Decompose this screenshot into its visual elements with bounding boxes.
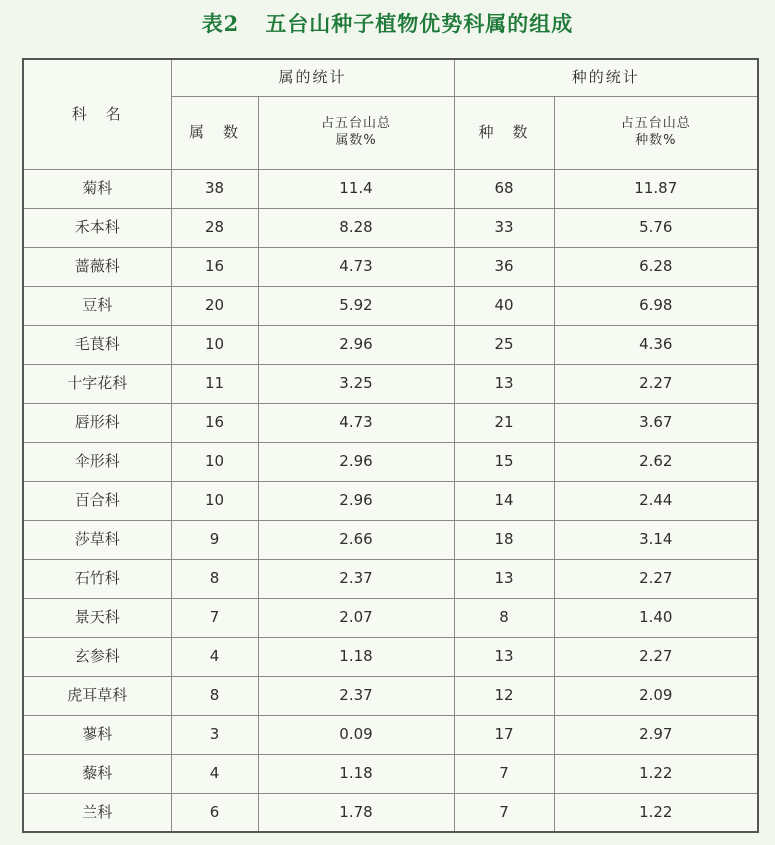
cell-species-percent: 3.67 — [554, 403, 758, 442]
cell-species-percent: 1.22 — [554, 754, 758, 793]
table-row — [23, 208, 758, 247]
cell-species-percent: 5.76 — [554, 208, 758, 247]
cell-genus-count: 3 — [171, 715, 258, 754]
cell-species-percent: 2.27 — [554, 559, 758, 598]
cell-genus-percent: 2.66 — [258, 520, 454, 559]
cell-species-count: 36 — [454, 247, 554, 286]
cell-genus-count: 38 — [171, 169, 258, 208]
cell-genus-percent: 2.96 — [258, 325, 454, 364]
table-row — [23, 715, 758, 754]
cell-genus-count: 7 — [171, 598, 258, 637]
cell-family: 虎耳草科 — [23, 676, 171, 715]
cell-genus-count: 8 — [171, 676, 258, 715]
cell-genus-count: 10 — [171, 325, 258, 364]
cell-genus-percent: 1.78 — [258, 793, 454, 832]
header-genus-stats: 属的统计 — [171, 59, 454, 96]
table-row — [23, 676, 758, 715]
cell-genus-count: 16 — [171, 403, 258, 442]
cell-family: 十字花科 — [23, 364, 171, 403]
cell-genus-count: 6 — [171, 793, 258, 832]
table-row — [23, 325, 758, 364]
cell-family: 唇形科 — [23, 403, 171, 442]
cell-family: 伞形科 — [23, 442, 171, 481]
cell-family: 石竹科 — [23, 559, 171, 598]
cell-genus-count: 16 — [171, 247, 258, 286]
cell-species-percent: 6.28 — [554, 247, 758, 286]
cell-family: 莎草科 — [23, 520, 171, 559]
cell-genus-percent: 1.18 — [258, 637, 454, 676]
cell-species-percent: 2.44 — [554, 481, 758, 520]
table-row — [23, 559, 758, 598]
cell-family: 菊科 — [23, 169, 171, 208]
cell-genus-percent: 1.18 — [258, 754, 454, 793]
header-genus-count: 属 数 — [171, 96, 258, 169]
cell-family: 百合科 — [23, 481, 171, 520]
table-row — [23, 169, 758, 208]
cell-species-count: 40 — [454, 286, 554, 325]
cell-species-count: 12 — [454, 676, 554, 715]
cell-family: 蓼科 — [23, 715, 171, 754]
cell-genus-count: 4 — [171, 754, 258, 793]
cell-species-percent: 2.27 — [554, 637, 758, 676]
table-row — [23, 754, 758, 793]
header-species-stats: 种的统计 — [454, 59, 758, 96]
cell-species-count: 8 — [454, 598, 554, 637]
cell-family: 兰科 — [23, 793, 171, 832]
cell-genus-percent: 8.28 — [258, 208, 454, 247]
cell-genus-percent: 2.96 — [258, 442, 454, 481]
header-genus-percent — [258, 96, 454, 169]
cell-species-percent: 11.87 — [554, 169, 758, 208]
table-row — [23, 286, 758, 325]
table-row — [23, 598, 758, 637]
table-row — [23, 520, 758, 559]
cell-genus-percent: 2.07 — [258, 598, 454, 637]
cell-genus-count: 4 — [171, 637, 258, 676]
cell-family: 毛茛科 — [23, 325, 171, 364]
table-caption — [0, 8, 775, 38]
cell-genus-count: 20 — [171, 286, 258, 325]
cell-species-count: 15 — [454, 442, 554, 481]
cell-species-count: 13 — [454, 637, 554, 676]
dominant-families-table — [22, 58, 759, 833]
cell-species-count: 14 — [454, 481, 554, 520]
table-title: 五台山种子植物优势科属的组成 — [265, 11, 574, 36]
cell-species-count: 13 — [454, 364, 554, 403]
cell-species-count: 33 — [454, 208, 554, 247]
cell-genus-percent: 11.4 — [258, 169, 454, 208]
cell-genus-percent: 2.37 — [258, 676, 454, 715]
header-genus-percent-line1: 占五台山总 — [321, 115, 392, 131]
header-species-percent-line2: 种数% — [635, 132, 677, 148]
cell-family: 藜科 — [23, 754, 171, 793]
cell-family: 蔷薇科 — [23, 247, 171, 286]
cell-genus-percent: 2.37 — [258, 559, 454, 598]
cell-genus-count: 10 — [171, 442, 258, 481]
cell-species-count: 7 — [454, 793, 554, 832]
cell-family: 禾本科 — [23, 208, 171, 247]
cell-species-percent: 1.22 — [554, 793, 758, 832]
cell-genus-count: 11 — [171, 364, 258, 403]
cell-species-count: 7 — [454, 754, 554, 793]
cell-species-count: 21 — [454, 403, 554, 442]
cell-genus-percent: 2.96 — [258, 481, 454, 520]
cell-species-percent: 2.97 — [554, 715, 758, 754]
cell-species-percent: 3.14 — [554, 520, 758, 559]
header-genus-percent-line2: 属数% — [335, 132, 377, 148]
cell-genus-count: 10 — [171, 481, 258, 520]
table-row — [23, 247, 758, 286]
cell-species-count: 18 — [454, 520, 554, 559]
cell-genus-count: 9 — [171, 520, 258, 559]
cell-family: 景天科 — [23, 598, 171, 637]
cell-species-percent: 2.09 — [554, 676, 758, 715]
cell-genus-percent: 3.25 — [258, 364, 454, 403]
table-header — [23, 59, 758, 169]
table-row — [23, 403, 758, 442]
table-row — [23, 481, 758, 520]
table-row — [23, 442, 758, 481]
cell-species-percent: 1.40 — [554, 598, 758, 637]
cell-species-percent: 4.36 — [554, 325, 758, 364]
header-species-percent — [554, 96, 758, 169]
header-species-percent-line1: 占五台山总 — [620, 115, 691, 131]
table-body — [23, 169, 758, 832]
table-number: 表2 — [201, 11, 240, 36]
header-family: 科 名 — [23, 59, 171, 169]
cell-species-count: 25 — [454, 325, 554, 364]
cell-species-count: 13 — [454, 559, 554, 598]
cell-genus-count: 8 — [171, 559, 258, 598]
cell-genus-percent: 5.92 — [258, 286, 454, 325]
table-row — [23, 637, 758, 676]
cell-species-count: 68 — [454, 169, 554, 208]
cell-genus-count: 28 — [171, 208, 258, 247]
header-species-count: 种 数 — [454, 96, 554, 169]
table-row — [23, 364, 758, 403]
cell-genus-percent: 4.73 — [258, 403, 454, 442]
cell-family: 玄参科 — [23, 637, 171, 676]
cell-genus-percent: 4.73 — [258, 247, 454, 286]
cell-species-percent: 6.98 — [554, 286, 758, 325]
table-row — [23, 793, 758, 832]
cell-family: 豆科 — [23, 286, 171, 325]
cell-genus-percent: 0.09 — [258, 715, 454, 754]
cell-species-percent: 2.27 — [554, 364, 758, 403]
cell-species-count: 17 — [454, 715, 554, 754]
cell-species-percent: 2.62 — [554, 442, 758, 481]
